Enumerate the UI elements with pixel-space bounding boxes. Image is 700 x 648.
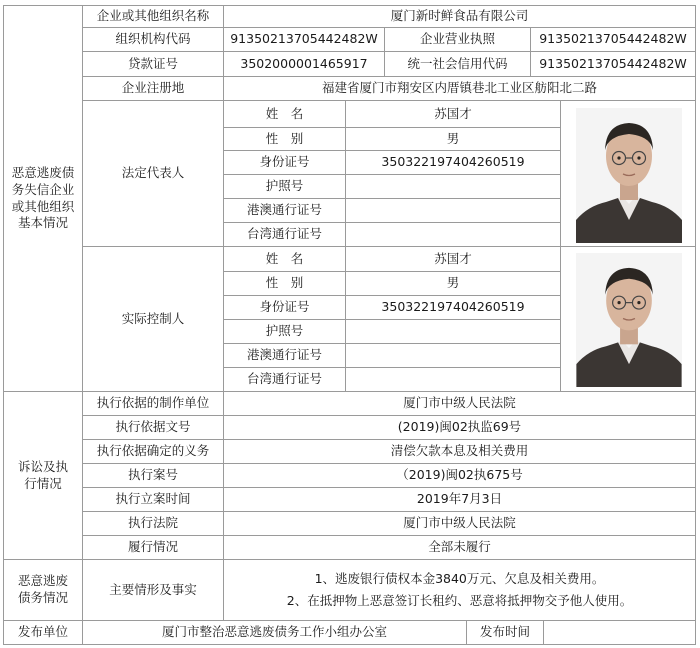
legal-rep-name-label: 姓 名	[265, 105, 304, 121]
controller-photo	[576, 253, 682, 387]
exec-date-value: 2019年7月3日	[416, 491, 503, 507]
org-name-value: 厦门新时鲜食品有限公司	[390, 8, 529, 24]
exec-date-label: 执行立案时间	[115, 491, 191, 507]
credit-code-value: 91350213705442482W	[539, 55, 687, 71]
section-basic-heading: 恶意逃废债务失信企业或其他组织基本情况	[11, 164, 75, 231]
exec-maker-label: 执行依据的制作单位	[96, 395, 210, 411]
controller-hk-label: 港澳通行证号	[246, 347, 322, 363]
address-value: 福建省厦门市翔安区内厝镇巷北工业区舫阳北二路	[321, 80, 597, 96]
exec-status-label: 履行情况	[127, 539, 178, 555]
legal-rep-title: 法定代表人	[121, 165, 185, 181]
credit-code-label: 统一社会信用代码	[407, 55, 508, 71]
debt-fact-1: 1、逃废银行债权本金3840万元、欠息及相关费用。	[314, 571, 605, 586]
legal-rep-passport-label: 护照号	[265, 178, 304, 194]
controller-title: 实际控制人	[121, 310, 185, 326]
section-debt-heading: 恶意逃废债务情况	[17, 573, 68, 605]
org-name-label: 企业或其他组织名称	[96, 8, 210, 24]
business-license-label: 企业营业执照	[419, 31, 495, 47]
legal-rep-id-value: 350322197404260519	[381, 154, 525, 170]
controller-passport-label: 护照号	[265, 323, 304, 339]
debt-facts	[224, 560, 695, 620]
exec-obligation-label: 执行依据确定的义务	[96, 443, 210, 459]
publish-time-value	[544, 621, 695, 644]
exec-status-value: 全部未履行	[428, 539, 491, 555]
legal-rep-gender-label: 性 别	[265, 130, 304, 146]
loan-cert-label: 贷款证号	[127, 55, 178, 71]
loan-cert-value: 3502000001465917	[240, 55, 368, 71]
exec-case-label: 执行案号	[127, 467, 178, 483]
exec-doc-label: 执行依据文号	[115, 419, 191, 435]
publish-time-label: 发布时间	[479, 624, 530, 640]
controller-gender-label: 性 别	[265, 275, 304, 291]
legal-rep-name-value: 苏国才	[434, 105, 472, 121]
section-litigation-heading: 诉讼及执行情况	[17, 458, 68, 491]
controller-name-value: 苏国才	[434, 250, 472, 266]
address-label: 企业注册地	[121, 80, 185, 96]
exec-court-label: 执行法院	[127, 515, 178, 531]
legal-rep-tw-label: 台湾通行证号	[246, 226, 322, 242]
debt-fact-2: 2、在抵押物上恶意签订长租约、恶意将抵押物交予他人使用。	[286, 593, 633, 608]
controller-gender-value: 男	[446, 275, 460, 291]
legal-rep-id-label: 身份证号	[259, 154, 310, 170]
exec-obligation-value: 清偿欠款本息及相关费用	[390, 443, 529, 459]
publish-unit-value: 厦门市整治恶意逃废债务工作小组办公室	[161, 624, 387, 640]
exec-court-value: 厦门市中级人民法院	[403, 515, 516, 531]
org-code-label: 组织机构代码	[115, 31, 191, 47]
legal-rep-photo	[576, 108, 682, 243]
person-photo-icon	[576, 253, 682, 387]
publish-unit-label: 发布单位	[17, 624, 68, 640]
debt-facts-label: 主要情形及事实	[109, 581, 197, 597]
controller-name-label: 姓 名	[265, 250, 304, 266]
exec-doc-value: (2019)闽02执监69号	[397, 419, 522, 435]
business-license-value: 91350213705442482W	[539, 31, 687, 47]
controller-tw-label: 台湾通行证号	[246, 371, 322, 387]
legal-rep-gender-value: 男	[446, 130, 460, 146]
legal-rep-hk-label: 港澳通行证号	[246, 202, 322, 218]
person-photo-icon	[576, 108, 682, 243]
controller-id-value: 350322197404260519	[381, 299, 525, 315]
exec-maker-value: 厦门市中级人民法院	[403, 395, 516, 411]
exec-case-value: （2019)闽02执675号	[396, 467, 523, 483]
org-code-value: 91350213705442482W	[230, 31, 378, 47]
info-table	[3, 5, 696, 645]
controller-id-label: 身份证号	[259, 299, 310, 315]
